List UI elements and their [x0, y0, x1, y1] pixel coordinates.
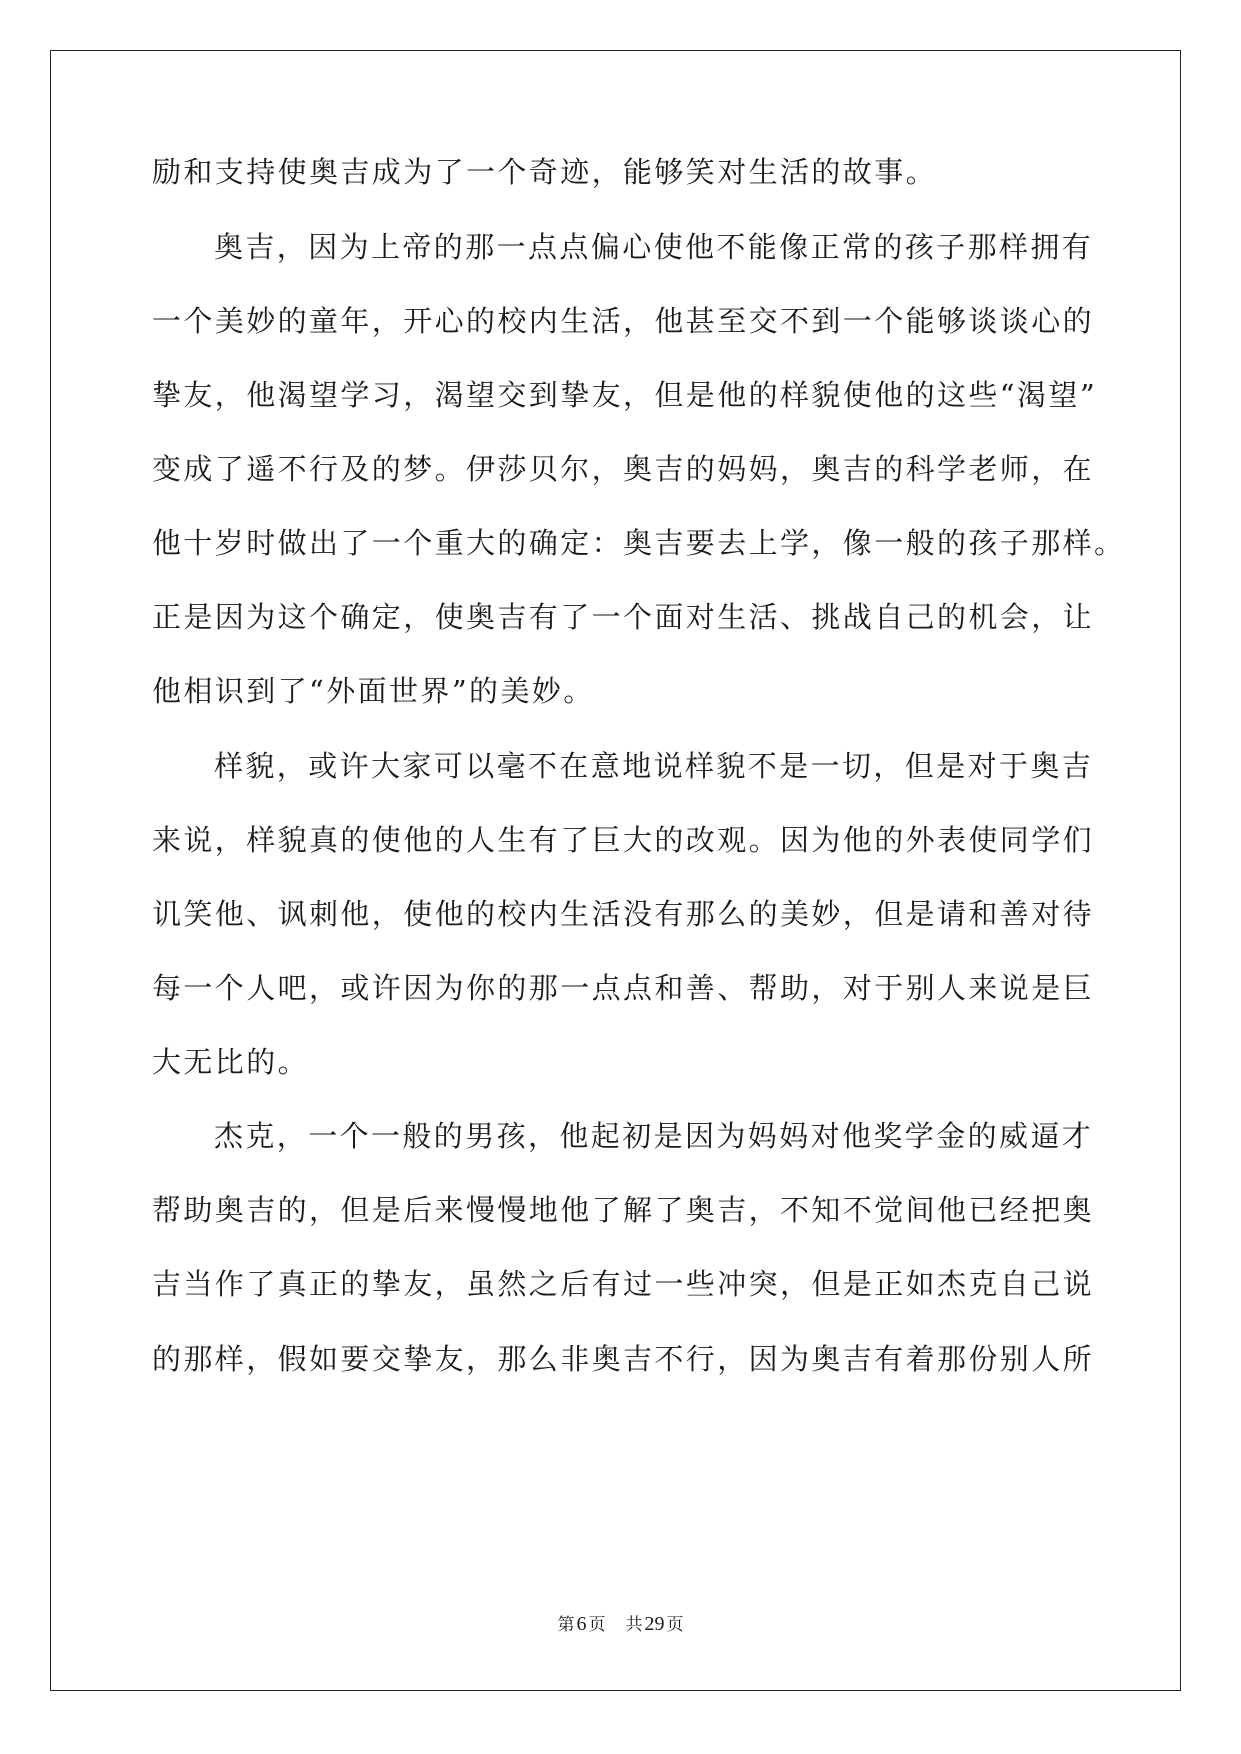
text-line: 正是因为这个确定，使奥吉有了一个面对生活、挑战自己的机会，让 [152, 600, 1095, 634]
paragraph-start-line: 奥吉，因为上帝的那一点点偏心使他不能像正常的孩子那样拥有 [214, 230, 1094, 264]
total-pages: 29 [644, 1613, 665, 1635]
paragraph-start-line: 样貌，或许大家可以毫不在意地说样貌不是一切，但是对于奥吉 [214, 749, 1094, 783]
text-line: 他相识到了“外面世界”的美妙。 [152, 674, 595, 708]
page-border [50, 50, 1181, 1691]
text-line: 大无比的。 [152, 1045, 310, 1079]
text-line: 挚友，他渴望学习，渴望交到挚友，但是他的样貌使他的这些“渴望” [152, 378, 1098, 412]
text-line: 励和支持使奥吉成为了一个奇迹，能够笑对生活的故事。 [152, 155, 938, 189]
text-line: 讥笑他、讽刺他，使他的校内生活没有那么的美妙，但是请和善对待 [152, 897, 1095, 931]
page-prefix: 第 [557, 1615, 575, 1635]
page-suffix: 页 [588, 1615, 606, 1635]
text-line: 他十岁时做出了一个重大的确定：奥吉要去上学，像一般的孩子那样。 [152, 526, 1126, 560]
paragraph-start-line: 杰克，一个一般的男孩，他起初是因为妈妈对他奖学金的威逼才 [214, 1119, 1094, 1153]
text-line: 吉当作了真正的挚友，虽然之后有过一些冲突，但是正如杰克自己说 [152, 1267, 1095, 1301]
text-line: 变成了遥不行及的梦。伊莎贝尔，奥吉的妈妈，奥吉的科学老师，在 [152, 452, 1095, 486]
total-suffix: 页 [666, 1615, 684, 1635]
total-prefix: 共 [625, 1615, 643, 1635]
text-line: 每一个人吧，或许因为你的那一点点和善、帮助，对于别人来说是巨 [152, 971, 1095, 1005]
text-line: 帮助奥吉的，但是后来慢慢地他了解了奥吉，不知不觉间他已经把奥 [152, 1193, 1095, 1227]
text-line: 一个美妙的童年，开心的校内生活，他甚至交不到一个能够谈谈心的 [152, 304, 1095, 338]
page-footer [0, 1613, 1241, 1636]
text-line: 来说，样貌真的使他的人生有了巨大的改观。因为他的外表使同学们 [152, 823, 1095, 857]
text-line: 的那样，假如要交挚友，那么非奥吉不行，因为奥吉有着那份别人所 [152, 1342, 1095, 1376]
page-number: 6 [576, 1613, 587, 1635]
